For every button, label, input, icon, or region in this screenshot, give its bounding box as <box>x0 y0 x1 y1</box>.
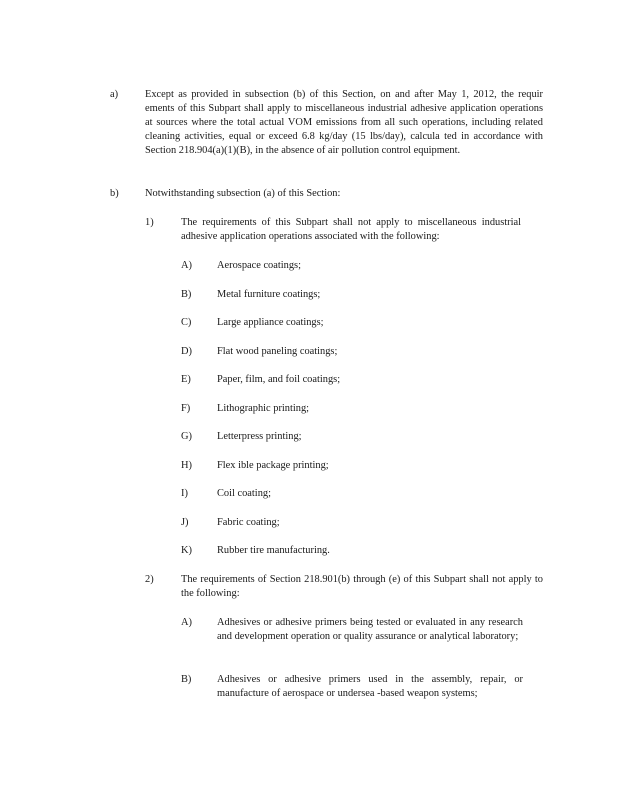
item-1-subitem-j-label: J) <box>181 517 189 528</box>
item-1-subitem-d-label: D) <box>181 346 192 357</box>
item-1-subitem-b-label: B) <box>181 289 192 300</box>
item-1-subitem-k-label: K) <box>181 545 192 556</box>
item-1-subitem-j-text: Fabric coating; <box>217 517 280 528</box>
section-a-label: a) <box>110 89 119 100</box>
item-1-subitem-g-text: Letterpress printing; <box>217 431 302 442</box>
item-1-subitem-a-text: Aerospace coatings; <box>217 260 301 271</box>
item-1-label: 1) <box>145 217 154 228</box>
item-1-subitem-k-text: Rubber tire manufacturing. <box>217 545 330 556</box>
item-1-subitem-h-label: H) <box>181 460 192 471</box>
item-1-subitem-g-label: G) <box>181 431 192 442</box>
item-1-subitem-c-label: C) <box>181 317 192 328</box>
item-1-subitem-f-text: Lithographic printing; <box>217 403 310 414</box>
item-2-text: The requirements of Section 218.901(b) through (e) of this Subpart shall not apply to the following: <box>181 574 543 599</box>
item-1-text: The requirements of this Subpart shall not apply to miscellaneous industrial adhesive application operations associated with the following: <box>181 217 521 242</box>
item-1-subitem-h-text: Flex ible package printing; <box>217 460 329 471</box>
section-a-text: Except as provided in subsection (b) of this Section, on and after May 1, 2012, the requir ements of this Subpart shall apply to miscellaneous industrial adhesive application operations at sources where the total actual VOM emissions from all such operations, including related cleaning activities, equal or exceed 6.8 kg/day (15 lbs/day), calcula ted in accordance with Section 218.904(a)(1)(B), in the absence of air pollution control equipment. <box>145 89 543 156</box>
item-2-label: 2) <box>145 574 154 585</box>
item-1-subitem-f-label: F) <box>181 403 191 414</box>
item-2-subitem-b-text: Adhesives or adhesive primers used in the assembly, repair, or manufacture of aerospace or undersea -based weapon systems; <box>217 674 523 699</box>
item-1-subitem-i-label: I) <box>181 488 188 499</box>
item-1-subitem-a-label: A) <box>181 260 192 271</box>
section-b-text: Notwithstanding subsection (a) of this Section: <box>145 188 341 199</box>
item-1-subitem-e-text: Paper, film, and foil coatings; <box>217 374 341 385</box>
item-1-subitem-b-text: Metal furniture coatings; <box>217 289 321 300</box>
section-b-label: b) <box>110 188 119 199</box>
item-1-subitem-d-text: Flat wood paneling coatings; <box>217 346 338 357</box>
item-1-subitem-c-text: Large appliance coatings; <box>217 317 324 328</box>
item-2-subitem-a-label: A) <box>181 617 192 628</box>
item-2-subitem-a-text: Adhesives or adhesive primers being tested or evaluated in any research and development operation or quality assurance or analytical laboratory; <box>217 617 523 642</box>
item-1-subitem-i-text: Coil coating; <box>217 488 271 499</box>
item-2-subitem-b-label: B) <box>181 674 192 685</box>
item-1-subitem-e-label: E) <box>181 374 191 385</box>
